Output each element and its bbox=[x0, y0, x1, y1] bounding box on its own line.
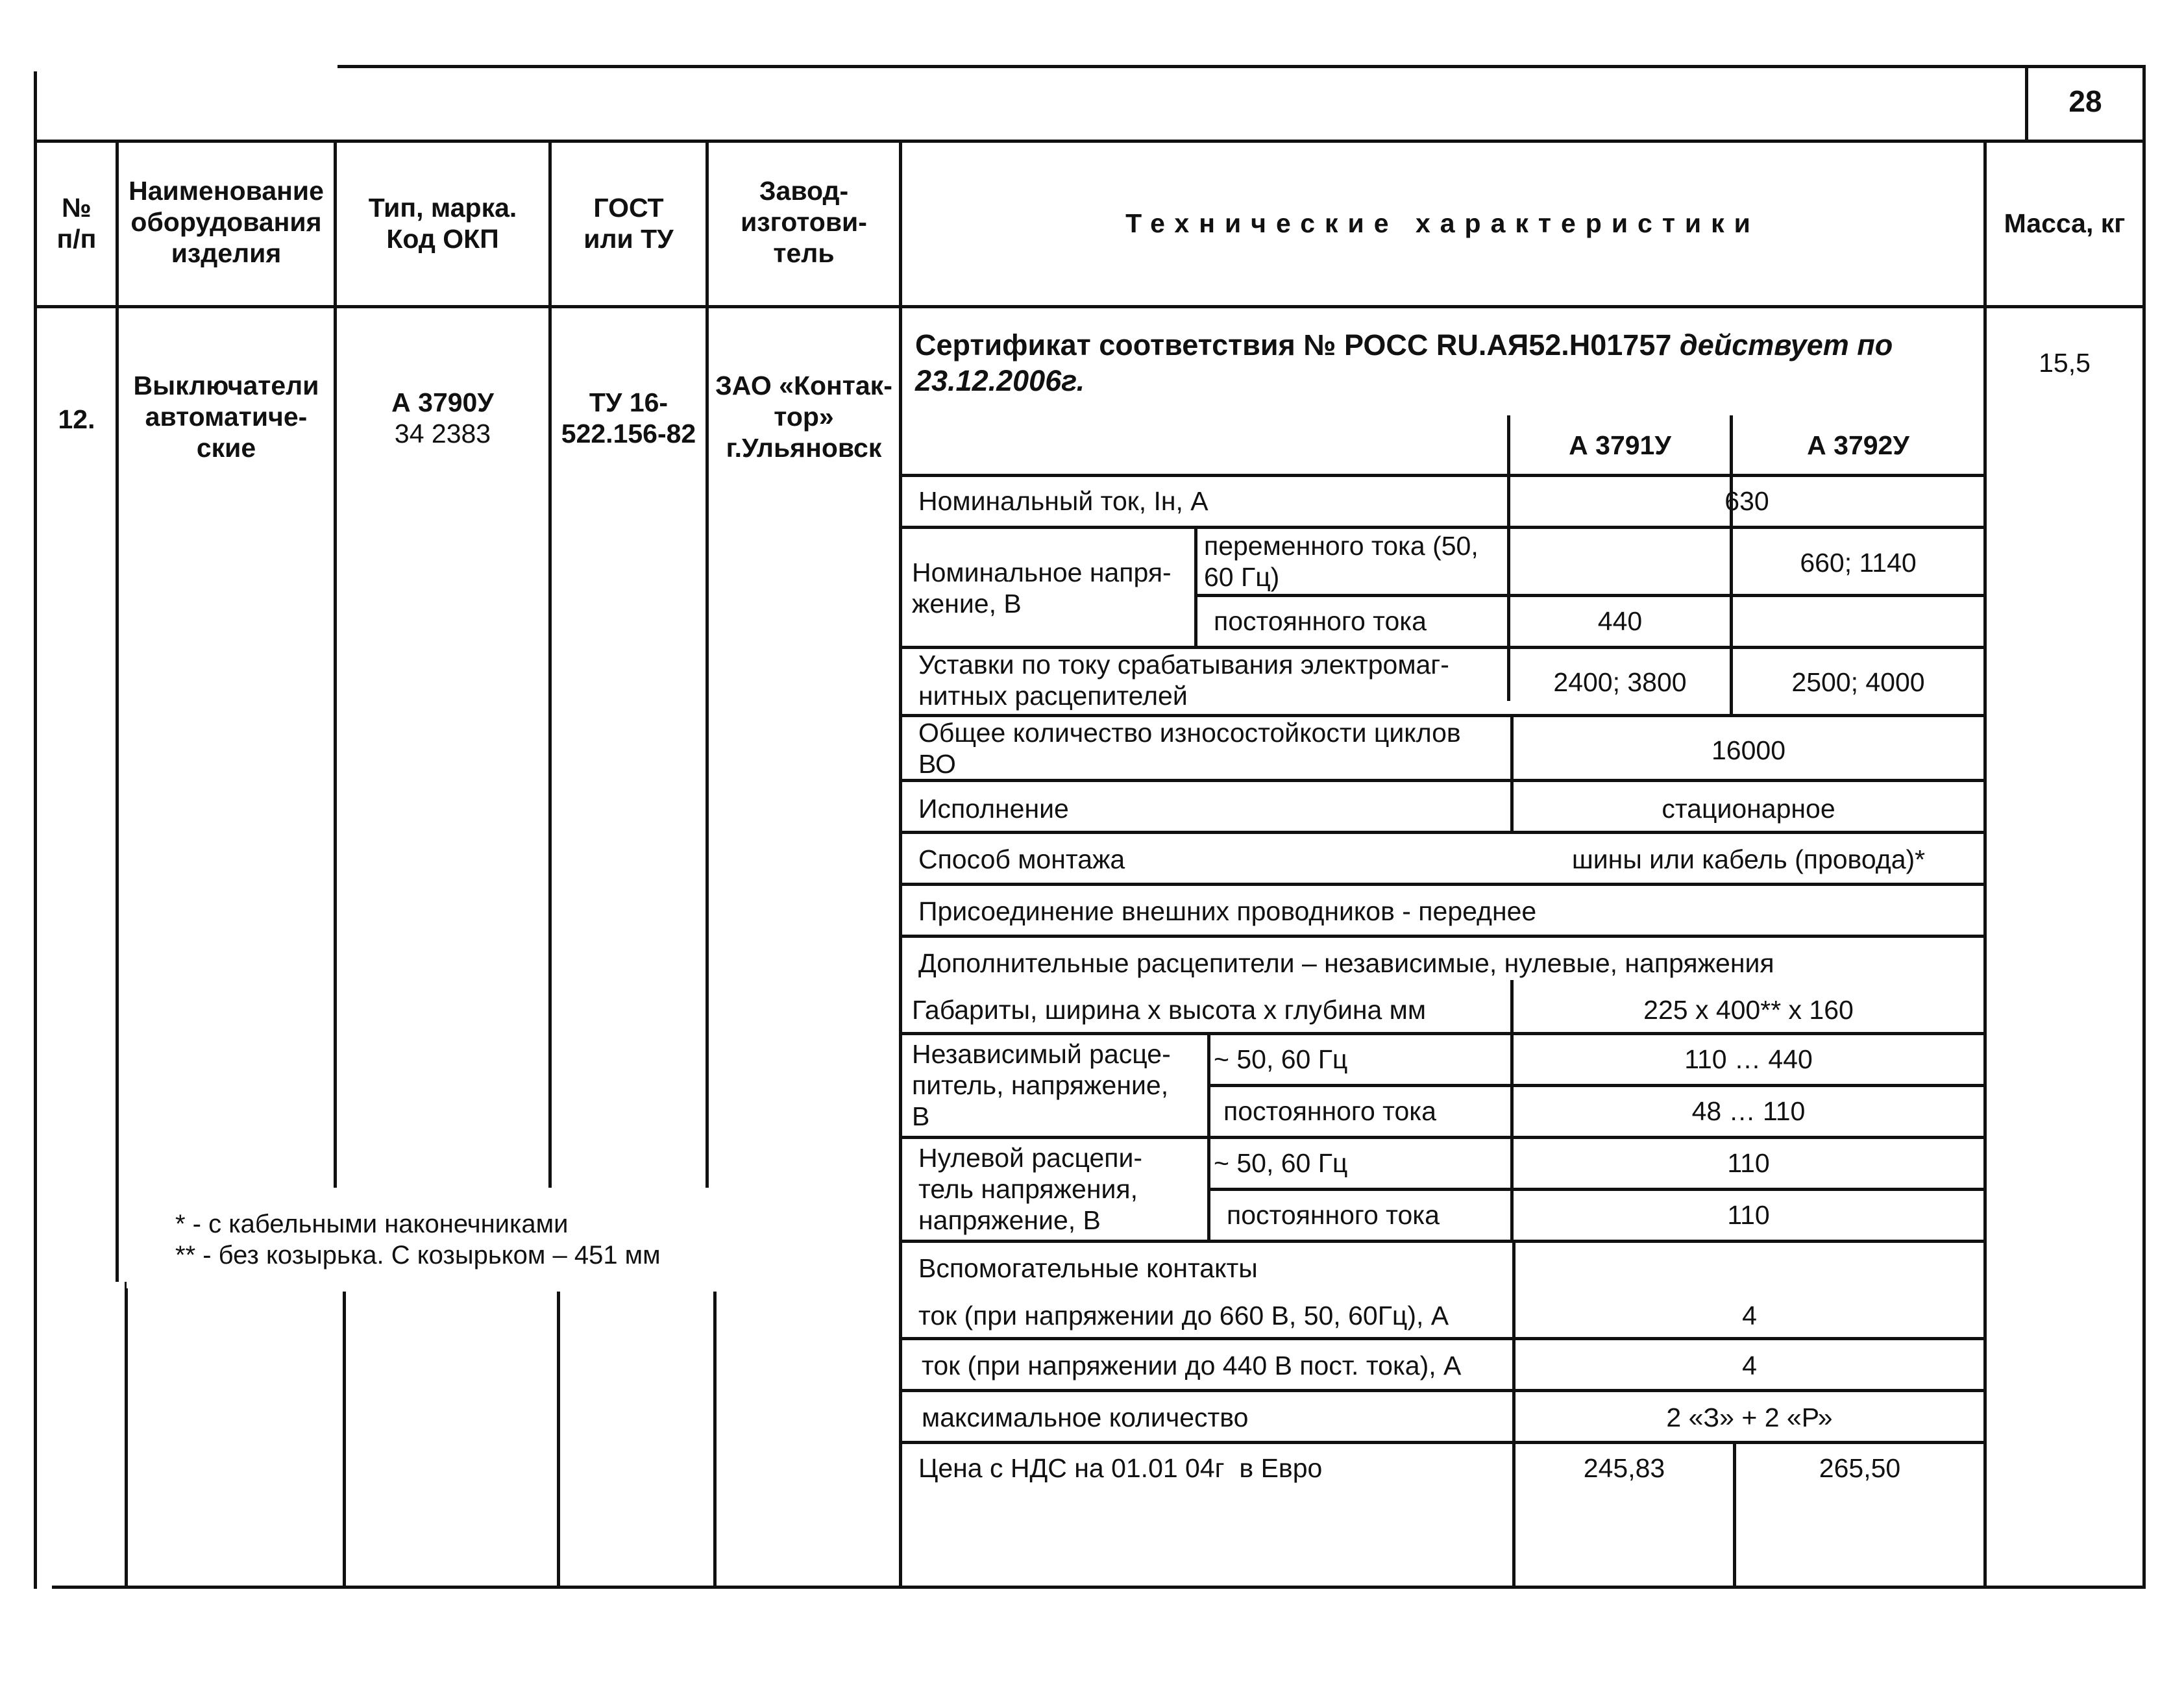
spec-row-line bbox=[899, 526, 1987, 529]
col-line-3b bbox=[557, 1292, 560, 1587]
page-number: 28 bbox=[2068, 84, 2102, 118]
independent-release-dc-label: постоянного тока bbox=[1223, 1096, 1436, 1126]
aux-max-label: максимальное количество bbox=[922, 1403, 1249, 1432]
nominal-current-value: 630 bbox=[1724, 486, 1769, 516]
cycles-label: Общее количество износостойкости циклов ВО bbox=[918, 718, 1461, 779]
nominal-voltage-label: Номинальное напря- жение, В bbox=[912, 558, 1172, 619]
price-a3792: 265,50 bbox=[1819, 1453, 1901, 1483]
header-num: № п/п bbox=[56, 193, 97, 254]
aux-current-dc-label: ток (при напряжении до 440 В пост. тока), А bbox=[922, 1351, 1462, 1380]
item-num: 12. bbox=[58, 404, 95, 434]
spec-row-line bbox=[899, 474, 1987, 477]
zero-release-ac-label: ~ 50, 60 Гц bbox=[1214, 1148, 1348, 1178]
nominal-voltage-dc-a3791: 440 bbox=[1597, 606, 1643, 636]
price-a3791: 245,83 bbox=[1583, 1453, 1665, 1483]
col-line-1 bbox=[116, 140, 119, 1282]
zero-release-dc-label: постоянного тока bbox=[1227, 1200, 1440, 1230]
item-maker: ЗАО «Контак- тор» г.Ульяновск bbox=[715, 371, 892, 463]
extra-releases-text: Дополнительные расцепители – независимые, нулевые, напряжения bbox=[918, 948, 1774, 978]
item-name: Выключатели автоматиче- ские bbox=[133, 371, 319, 463]
nominal-voltage-ac-a3792: 660; 1140 bbox=[1800, 548, 1917, 578]
header-specs: Технические характеристики bbox=[1125, 208, 1760, 238]
certificate-prefix: Сертификат соответствия № РОСС RU.АЯ52.Н01757 bbox=[915, 328, 1680, 362]
settings-label: Уставки по току срабатывания электромаг- нитных расцепителей bbox=[918, 650, 1449, 711]
spec-col-line bbox=[1194, 526, 1197, 646]
item-okp: 34 2383 bbox=[394, 419, 491, 448]
settings-a3791: 2400; 3800 bbox=[1553, 667, 1687, 697]
col-line-4 bbox=[706, 140, 709, 1188]
zero-release-label: Нулевой расцепи- тель напряжения, напряжение, В bbox=[918, 1143, 1143, 1235]
model-a3791: А 3791У bbox=[1569, 430, 1671, 460]
header-type: Тип, марка. Код ОКП bbox=[368, 193, 517, 254]
settings-a3792: 2500; 4000 bbox=[1791, 667, 1925, 697]
spec-row-line bbox=[899, 831, 1987, 834]
nominal-voltage-ac-label: переменного тока (50, 60 Гц) bbox=[1204, 531, 1478, 592]
header-mass: Масса, кг bbox=[2004, 208, 2126, 238]
price-label: Цена с НДС на 01.01 04г в Евро bbox=[918, 1453, 1323, 1483]
zero-release-dc-value: 110 bbox=[1727, 1200, 1770, 1230]
certificate-line bbox=[915, 328, 1980, 363]
col-line-2b bbox=[343, 1292, 346, 1587]
spec-row-line bbox=[899, 1337, 1987, 1340]
header-name: Наименование оборудования изделия bbox=[129, 176, 324, 268]
cycles-value: 16000 bbox=[1711, 735, 1785, 765]
nominal-current-label: Номинальный ток, Iн, А bbox=[918, 486, 1209, 516]
frame-bottom-line bbox=[52, 1586, 2146, 1589]
footnote-2: ** - без козырька. С козырьком – 451 мм bbox=[175, 1241, 661, 1269]
footnotes-block bbox=[127, 1191, 840, 1288]
independent-release-ac-value: 110 … 440 bbox=[1684, 1044, 1813, 1074]
frame-right-line bbox=[2142, 65, 2146, 1589]
certificate-date: 23.12.2006г. bbox=[915, 364, 1085, 397]
certificate-valid: действует по bbox=[1679, 328, 1893, 362]
zero-release-ac-value: 110 bbox=[1727, 1148, 1770, 1178]
spec-col-line bbox=[1207, 1032, 1210, 1240]
nominal-voltage-dc-label: постоянного тока bbox=[1214, 606, 1427, 636]
execution-label: Исполнение bbox=[918, 794, 1069, 824]
frame-left-line bbox=[34, 71, 37, 1589]
aux-current-ac-value: 4 bbox=[1742, 1301, 1757, 1330]
mounting-label: Способ монтажа bbox=[918, 844, 1125, 874]
col-line-1b bbox=[125, 1282, 128, 1587]
item-type-mark: А 3790У bbox=[391, 387, 494, 417]
spec-row-line bbox=[899, 935, 1987, 938]
spec-row-line bbox=[899, 883, 1987, 886]
col-line-2 bbox=[334, 140, 337, 1188]
col-line-3 bbox=[548, 140, 552, 1188]
independent-release-dc-value: 48 … 110 bbox=[1691, 1096, 1806, 1126]
footnote-1: * - с кабельными наконечниками bbox=[175, 1210, 569, 1238]
aux-current-dc-value: 4 bbox=[1742, 1351, 1757, 1380]
model-a3792: А 3792У bbox=[1807, 430, 1909, 460]
item-gost: ТУ 16- 522.156-82 bbox=[561, 387, 696, 448]
spec-row-line bbox=[899, 1136, 1987, 1139]
aux-current-ac-label: ток (при напряжении до 660 В, 50, 60Гц), А bbox=[918, 1301, 1449, 1330]
independent-release-ac-label: ~ 50, 60 Гц bbox=[1214, 1044, 1348, 1074]
spec-row-line bbox=[899, 1441, 1987, 1444]
spec-row-line bbox=[899, 1389, 1987, 1392]
connection-text: Присоединение внешних проводников - переднее bbox=[918, 896, 1537, 926]
spec-row-line bbox=[899, 1032, 1987, 1035]
col-line-4b bbox=[713, 1292, 717, 1587]
aux-max-value: 2 «З» + 2 «Р» bbox=[1666, 1403, 1833, 1432]
frame-top-line bbox=[337, 65, 2146, 68]
header-gost: ГОСТ или ТУ bbox=[583, 193, 674, 254]
col-line-5 bbox=[899, 140, 902, 1587]
header-maker: Завод- изготови- тель bbox=[741, 176, 867, 268]
mounting-value: шины или кабель (провода)* bbox=[1571, 844, 1926, 874]
spec-row-line bbox=[1207, 1084, 1987, 1087]
aux-contacts-label: Вспомогательные контакты bbox=[918, 1253, 1258, 1283]
header-top-line bbox=[34, 140, 2146, 143]
independent-release-label: Независимый расце- питель, напряжение, В bbox=[912, 1039, 1171, 1131]
execution-value: стационарное bbox=[1662, 794, 1835, 824]
dimensions-label: Габариты, ширина х высота х глубина мм bbox=[912, 995, 1427, 1025]
dimensions-value: 225 х 400** х 160 bbox=[1643, 995, 1854, 1025]
spec-row-line bbox=[1207, 1188, 1987, 1191]
spec-row-line bbox=[1194, 594, 1987, 597]
item-mass: 15,5 bbox=[2039, 348, 2091, 378]
header-bottom-line bbox=[34, 305, 2146, 308]
spec-row-line bbox=[899, 1240, 1987, 1243]
